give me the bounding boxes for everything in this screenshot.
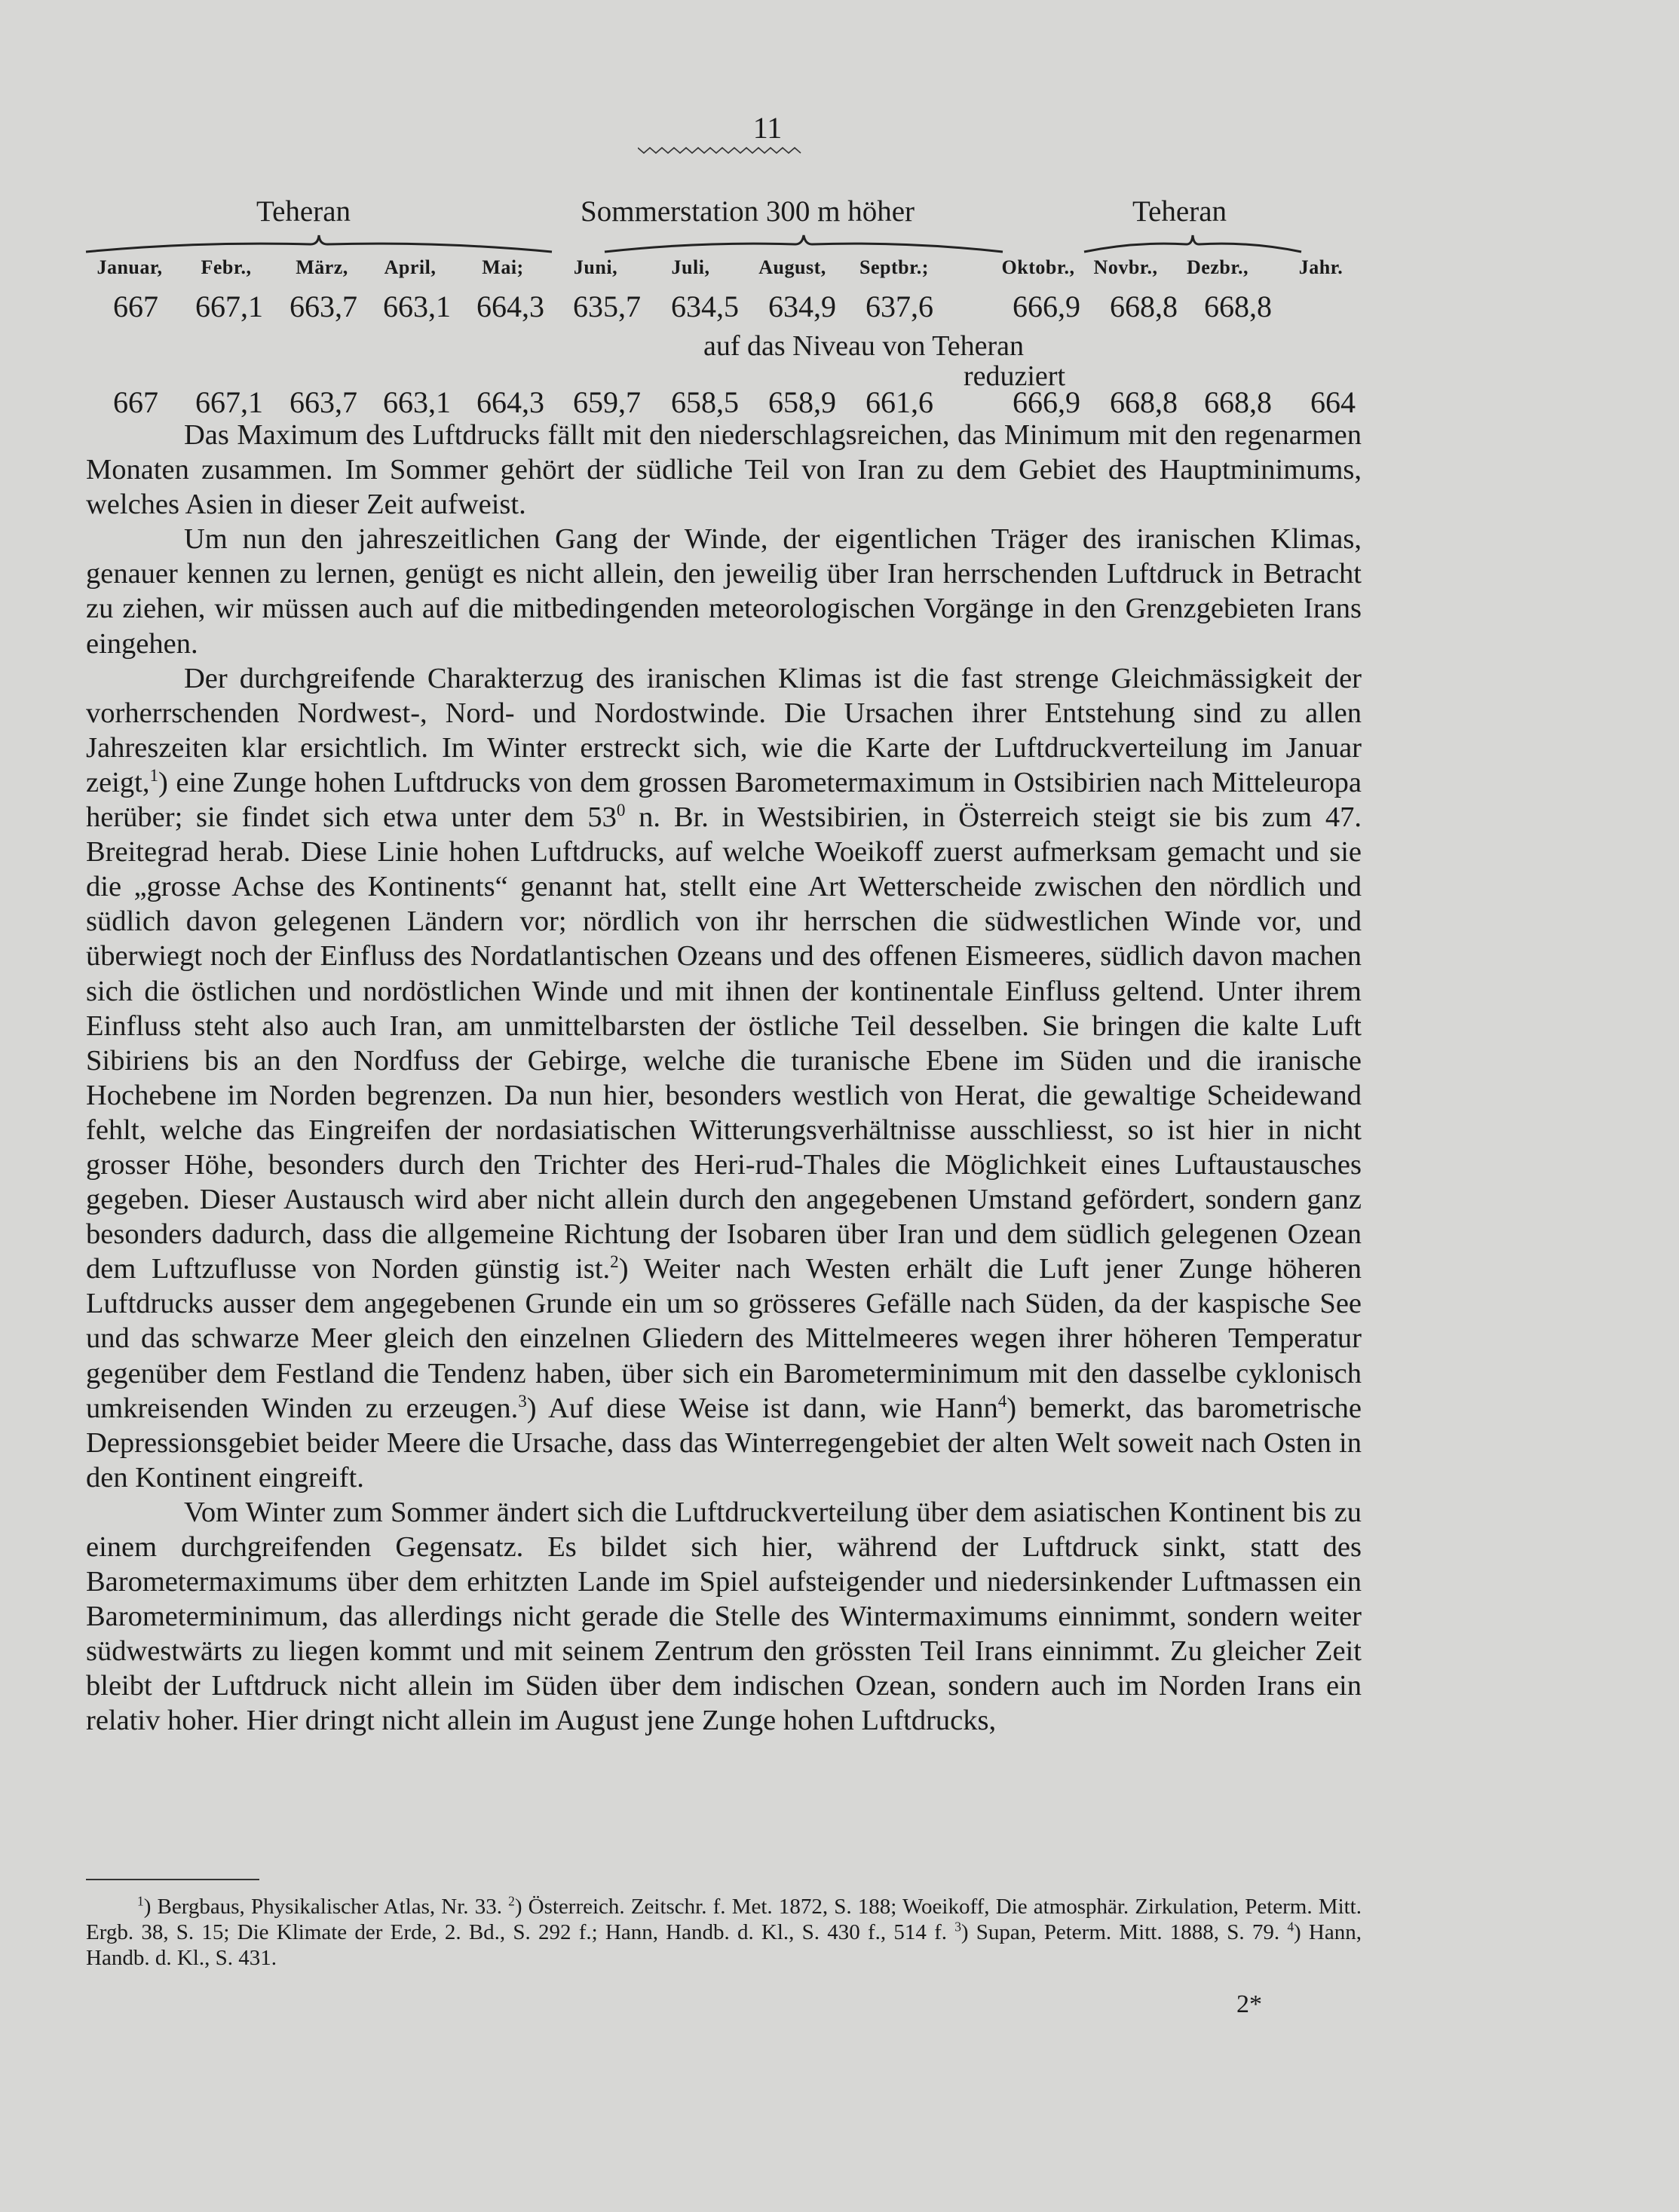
value-cell: 659,7 <box>573 385 641 419</box>
brace-right <box>1083 232 1303 255</box>
month-sep: Septbr.; <box>859 256 929 278</box>
month-dec: Dezbr., <box>1187 256 1249 278</box>
column-heading-left: Teheran <box>256 195 351 228</box>
value-cell: 658,9 <box>768 385 836 419</box>
column-heading-middle: Sommerstation 300 m höher <box>581 195 915 228</box>
values-row-reduced <box>0 384 1679 422</box>
month-jun: Juni, <box>573 256 618 278</box>
value-cell: 663,1 <box>383 385 451 419</box>
month-year: Jahr. <box>1298 256 1344 278</box>
footnote-num-3: 3 <box>954 1919 961 1935</box>
value-cell: 635,7 <box>573 290 641 323</box>
degree-mark: 0 <box>616 800 626 820</box>
text-run: n. Br. in Westsibirien, in Österreich steigt sie bis zum 47. Breitegrad herab. Diese Linie hohen Luftdrucks, auf welche Woeikoff zuerst aufmerksam gemacht und sie die „grosse Achse des Kontinents“ genannt hat, stellt eine Art Wetterscheide zwischen den nördlich und südlich davon gelegenen Ländern vor; nördlich von ihr herrschen die südwestlichen Winde vor, und überwiegt noch der Einfluss des Nordatlantischen Ozeans und des offenen Eismeeres, südlich davon machen sich die östlichen und nordöstlichen Winde und mit ihnen der kontinentale Einfluss geltend. Unter ihrem Einfluss steht also auch Iran, am unmittelbarsten der östliche Teil desselben. Sie bringen die kalte Luft Sibiriens bis an den Nordfuss der Gebirge, welche die turanische Ebene im Süden und die iranische Hochebene im Norden begrenzen. Da nun hier, besonders westlich von Herat, die gewaltige Scheidewand fehlt, welche das Eingreifen der nordasiatischen Witterungsverhältnisse ausschliesst, so ist hier in nicht grosser Höhe, besonders durch den Trichter des Heri-rud-Thales die Möglichkeit eines Luftaustausches gegeben. Dieser Austausch wird aber nicht allein durch den angegebenen Umstand gefördert, sondern ganz besonders dadurch, dass die allgemeine Richtung der Isobaren über Iran und dem südlich gelegenen Ozean dem Luftzuflusse von Norden günstig ist. <box>86 801 1362 1285</box>
footnote-num-4: 4 <box>1287 1919 1294 1935</box>
text-run: Der durchgreifende Charakterzug des iranischen Klimas ist die fast strenge Gleichmässigkeit der vorherrschenden Nordwest-, Nord- und Nordostwinde. Die Ursachen ihrer Entstehung sind zu allen Jahreszeiten klar ersichtlich. Im Winter erstreckt sich, wie die Karte der Luftdruckverteilung im Januar zeigt, <box>86 662 1362 798</box>
value-cell: 634,9 <box>768 290 836 323</box>
footnotes-text <box>86 1894 1362 1971</box>
brace-middle <box>603 232 1004 255</box>
reduction-note-line2: reduziert <box>963 360 1066 392</box>
value-cell: 667 <box>113 385 158 419</box>
value-cell: 634,5 <box>671 290 739 323</box>
text-run: ) bemerkt, das barometrische Depressionsgebiet beider Meere die Ursache, dass das Winterregengebiet der alten Welt soweit nach Osten in den Kontinent eingreift. <box>86 1392 1362 1494</box>
page-number: 11 <box>752 111 783 145</box>
footnote-ref-2: 2 <box>610 1252 619 1272</box>
value-cell: 667,1 <box>195 290 263 323</box>
months-row <box>0 256 1679 286</box>
month-feb: Febr., <box>201 256 252 278</box>
footnote-ref-4: 4 <box>997 1390 1007 1411</box>
values-row-measured <box>0 289 1679 326</box>
paragraph-1: Das Maximum des Luftdrucks fällt mit den niederschlagsreichen, das Minimum mit den regenarmen Monaten zusammen. Im Sommer gehört der südliche Teil von Iran zu dem Gebiet des Hauptminimums, welches Asien in dieser Zeit aufweist. <box>86 419 1362 521</box>
wavy-ornament <box>638 145 804 155</box>
footnote-text-2: ) Österreich. Zeitschr. f. Met. 1872, S. 188; Woeikoff, Die atmosphär. Zirkulation, Peterm. Mitt. Ergb. 38, S. 15; Die Klimate der Erde, 2. Bd., S. 292 f.; Hann, Handb. d. Kl., S. 430 f., 514 f. <box>86 1895 1362 1944</box>
value-cell: 664,3 <box>476 385 544 419</box>
footnote-text-3: ) Supan, Peterm. Mitt. 1888, S. 79. <box>961 1920 1288 1944</box>
paragraph-3 <box>86 661 1362 1495</box>
paragraph-4: Vom Winter zum Sommer ändert sich die Luftdruckverteilung über dem asiatischen Kontinent bis zu einem durchgreifenden Gegensatz. Es bildet sich hier, während der Luftdruck sinkt, statt des Barometermaximums über dem erhitzten Lande im Spiel aufsteigender und niedersinkender Luftmassen ein Barometerminimum, das allerdings nicht gerade die Stelle des Wintermaximums einnimmt, sondern weiter südwestwärts zu liegen kommt und mit seinem Zentrum den grössten Teil Irans einnimmt. Zu gleicher Zeit bleibt der Luftdruck nicht allein im Süden über dem indischen Ozean, sondern auch im Norden Irans ein relativ hoher. Hier dringt nicht allein im August jene Zunge hohen Luftdrucks, <box>86 1496 1362 1737</box>
column-heading-right: Teheran <box>1132 195 1227 228</box>
footnote-text-4: ) Hann, Handb. d. Kl., S. 431. <box>86 1920 1362 1970</box>
value-cell: 663,1 <box>383 290 451 323</box>
value-cell: 667,1 <box>195 385 263 419</box>
value-cell: 664 <box>1310 385 1356 419</box>
month-mar: März, <box>296 256 348 278</box>
footnotes <box>86 1894 1362 1971</box>
text-run: ) Auf diese Weise ist dann, wie Hann <box>526 1392 998 1424</box>
text-run: ) Weiter nach Westen erhält die Luft jener Zunge höheren Luftdrucks ausser dem angegebenen Grunde ein um so grösseres Gefälle nach Süden, da der kaspische See und das schwarze Meer gleich den einzelnen Gliedern des Mittelmeeres wegen ihrer höheren Temperatur gegenüber dem Festland die Tendenz haben, über sich ein Barometerminimum mit den dasselbe cyklonisch umkreisenden Winden zu erzeugen. <box>86 1253 1362 1424</box>
month-nov: Novbr., <box>1093 256 1158 278</box>
value-cell: 668,8 <box>1204 385 1272 419</box>
reduction-note-line1: auf das Niveau von Teheran <box>703 330 1025 362</box>
value-cell: 667 <box>113 290 158 323</box>
value-cell: 661,6 <box>866 385 933 419</box>
value-cell: 666,9 <box>1013 385 1080 419</box>
footnote-ref-1: 1 <box>149 765 158 786</box>
value-cell: 658,5 <box>671 385 739 419</box>
value-cell: 666,9 <box>1013 290 1080 323</box>
footnote-rule <box>86 1879 259 1880</box>
value-cell: 668,8 <box>1110 385 1178 419</box>
footnote-num-2: 2 <box>508 1893 515 1909</box>
value-cell: 663,7 <box>290 385 357 419</box>
month-jan: Januar, <box>97 256 163 278</box>
month-jul: Juli, <box>671 256 710 278</box>
month-oct: Oktobr., <box>1001 256 1075 278</box>
signature-mark: 2* <box>1236 1990 1262 2018</box>
footnote-text-1: ) Bergbaus, Physikalischer Atlas, Nr. 33. <box>143 1895 509 1919</box>
text-run: ) eine Zunge hohen Luftdrucks von dem grossen Barometermaximum in Ostsibirien nach Mitteleuropa herüber; sie findet sich etwa unter dem 53 <box>86 766 1362 834</box>
value-cell: 637,6 <box>866 290 933 323</box>
value-cell: 668,8 <box>1110 290 1178 323</box>
month-may: Mai; <box>482 256 524 278</box>
footnote-ref-3: 3 <box>518 1390 527 1411</box>
footnote-num-1: 1 <box>137 1893 144 1909</box>
body-text <box>86 418 1362 1739</box>
paragraph-2: Um nun den jahreszeitlichen Gang der Winde, der eigentlichen Träger des iranischen Klimas, genauer kennen zu lernen, genügt es nicht allein, den jeweilig über Iran herrschenden Luftdruck in Betracht zu ziehen, wir müssen auch auf die mitbedingenden meteorologischen Vorgänge in den Grenzgebieten Irans eingehen. <box>86 523 1362 660</box>
value-cell: 663,7 <box>290 290 357 323</box>
month-apr: April, <box>384 256 437 278</box>
value-cell: 664,3 <box>476 290 544 323</box>
value-cell: 668,8 <box>1204 290 1272 323</box>
month-aug: August, <box>758 256 826 278</box>
brace-left <box>84 232 553 255</box>
